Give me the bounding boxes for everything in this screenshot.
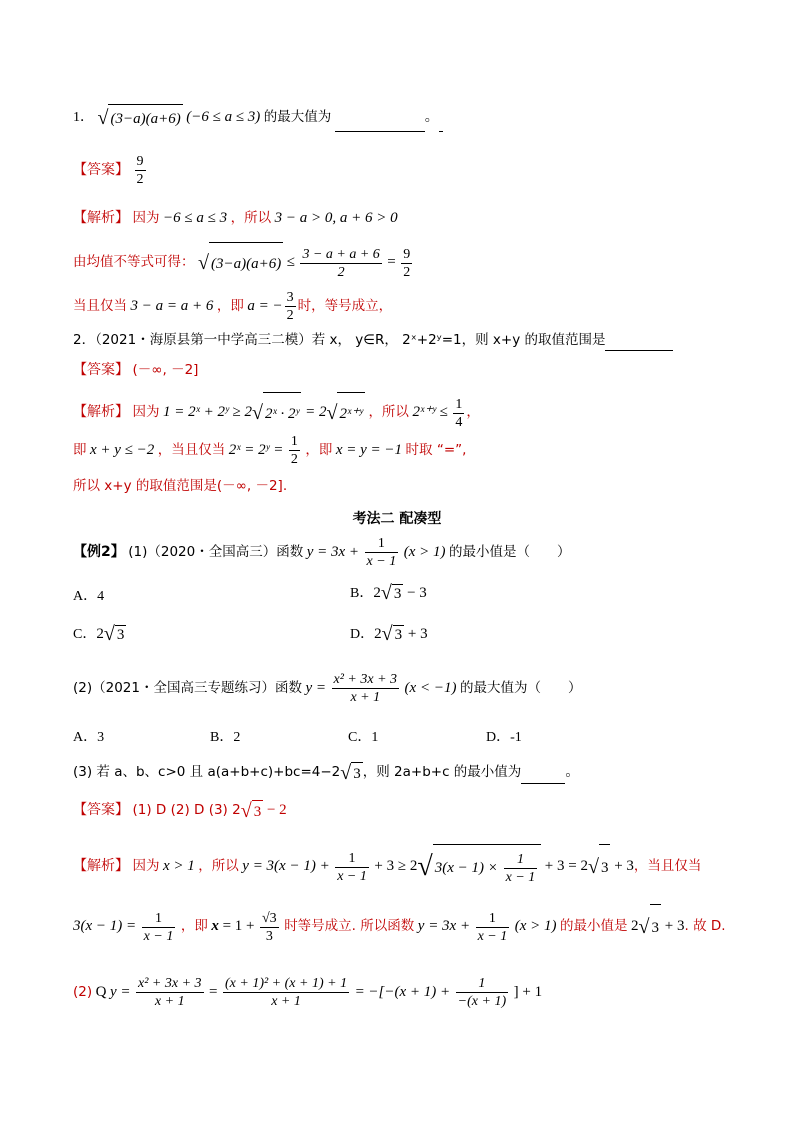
answer-1: [73, 150, 148, 190]
section-heading: 考法二 配凑型: [352, 511, 442, 527]
answer-3: 【答案】 (1) D (2) D (3) 2√ 3 − 2: [73, 800, 287, 822]
solution-label: 【解析】: [73, 858, 129, 875]
solution-1-line-3: 当且仅当 3 − a = a + 6 ，即 a = − $\frac{3}{2}$ 时，等号成立，: [73, 290, 393, 324]
option-2c: C．1: [348, 730, 379, 745]
solution-2-line-2: 即 x + y ≤ −2 ，当且仅当 2ˣ = 2ʸ = $\frac{1}{2}$ ，即 x = y = −1 时取 “=”,: [73, 434, 467, 468]
question-ask: 的最大值为: [263, 109, 332, 126]
fraction: $\frac{√3}{3}$: [262, 910, 277, 944]
option-a: A．4: [73, 589, 105, 604]
fraction: $\frac{1}{-(x + 1)}$: [457, 976, 507, 1010]
fraction: $\frac{1}{x - 1}$: [143, 910, 174, 944]
solution-1-line-1: 【解析】 因为 −6 ≤ a ≤ 3 ，所以 3 − a > 0, a + 6 > 0: [73, 210, 398, 226]
fraction: $\frac{9}{2}$: [403, 246, 411, 280]
option-b: B．2√ 3 − 3: [350, 582, 427, 605]
fraction: $\frac{1}{4}$: [455, 396, 463, 430]
answer-label: 【答案】: [73, 802, 129, 819]
solution-2-line-3: 所以 x+y 的取值范围是(－∞, －2].: [73, 478, 288, 494]
fraction: $\frac{\text{x² + 3x + 3}}{x + 1}$: [138, 976, 202, 1010]
fraction: $\frac{\text{x² + 3x + 3}}{x + 1}$: [333, 672, 398, 706]
example-2-part-3: (3) 若 a、b、c>0 且 a(a+b+c)+bc=4−2√ 3 ，则 2a+b+c 的最小值为 。: [73, 762, 580, 784]
option-2b: B．2: [210, 730, 241, 745]
option-2d: D．-1: [486, 730, 522, 745]
solution-label: 【解析】: [73, 404, 129, 421]
answer-blank: [335, 131, 425, 132]
sqrt-expression: √ (3−a)(a+6): [98, 104, 183, 132]
fraction: $\frac{3}{2}$: [286, 290, 294, 324]
fraction: $\frac{9}{2}$: [136, 154, 144, 188]
fraction: $\frac{1}{x - 1}$: [366, 536, 397, 570]
fraction: $\frac{1}{x - 1}$: [337, 850, 367, 884]
option-2a: A．3: [73, 730, 105, 745]
example-label: 【例2】: [73, 544, 125, 560]
solution-2-line-1: 【解析】 因为 1 = 2ˣ + 2ʸ ≥ 2√ 2ˣ · 2ʸ = 2√ 2ˣ⁺ʸ ，所以 2ˣ⁺ʸ ≤ $\frac{1}{4}$ ，: [73, 392, 480, 432]
question-1: 1． √ (3−a)(a+6) (−6 ≤ a ≤ 3) 的最大值为 。: [73, 104, 443, 130]
condition: (−6 ≤ a ≤ 3): [186, 109, 261, 126]
question-number: 1．: [73, 110, 94, 126]
solution-3-line-1: 【解析】 因为 x > 1 ，所以 y = 3(x − 1) + $\frac{1}{x - 1}$ + 3 ≥ 2√ 3(x − 1) × $\frac{1}{x - 1}$ + 3 = 2√ 3 + 3，当且仅当: [73, 844, 701, 888]
fraction: $\frac{\text{(x + 1)² + (x + 1) + 1}}{x + 1}$: [225, 976, 348, 1010]
answer-2: 【答案】 (－∞, －2]: [73, 362, 199, 378]
solution-label: 【解析】: [73, 210, 129, 226]
solution-3-line-3: (2) Q y = $\frac{\text{x² + 3x + 3}}{x + 1}$ = $\frac{\text{(x + 1)² + (x + 1) + 1}}{x + 1}$ = −[−(x + 1) + $\frac{1}{-(x + 1)}$ ] + 1: [73, 976, 543, 1010]
option-d: D．2√ 3 + 3: [350, 623, 428, 646]
answer-blank: [605, 350, 673, 351]
answer-blank: [521, 783, 565, 784]
example-2-part-1: 【例2】 (1)（2020・全国高三）函数 y = 3x + $\frac{1}{x - 1}$ (x > 1) 的最小值是（ ）: [73, 536, 571, 570]
fraction: $\frac{1}{x - 1}$: [477, 910, 508, 944]
answer-label: 【答案】: [73, 362, 129, 378]
fraction: $\frac{1}{2}$: [290, 434, 298, 468]
sqrt-expression: √ (3−a)(a+6): [198, 242, 283, 284]
example-2-part-2: (2)（2021・全国高三专题练习）函数 y = $\frac{\text{x² + 3x + 3}}{x + 1}$ (x < −1) 的最大值为（ ）: [73, 672, 582, 706]
question-2: 2．（2021・海原县第一中学高三二模）若 x， y∈R， 2ˣ+2ʸ=1，则 x+y 的取值范围是: [73, 330, 673, 351]
solution-1-line-2: 由均值不等式可得： √ (3−a)(a+6) ≤ $\frac{3 - a + a + 6}{2}$ = $\frac{9}{2}$: [73, 242, 414, 282]
answer-label: 【答案】: [73, 162, 129, 178]
option-c: C．2√ 3: [73, 623, 125, 646]
fraction: $\frac{3 - a + a + 6}{2}$: [302, 246, 380, 280]
solution-3-line-2: 3(x − 1) = $\frac{1}{x - 1}$ ，即 x = 1 + $\frac{√3}{3}$ 时等号成立. 所以函数 y = 3x + $\frac{1}{x - 1}$ (x > 1) 的最小值是 2√ 3 + 3. 故 D.: [73, 904, 726, 948]
